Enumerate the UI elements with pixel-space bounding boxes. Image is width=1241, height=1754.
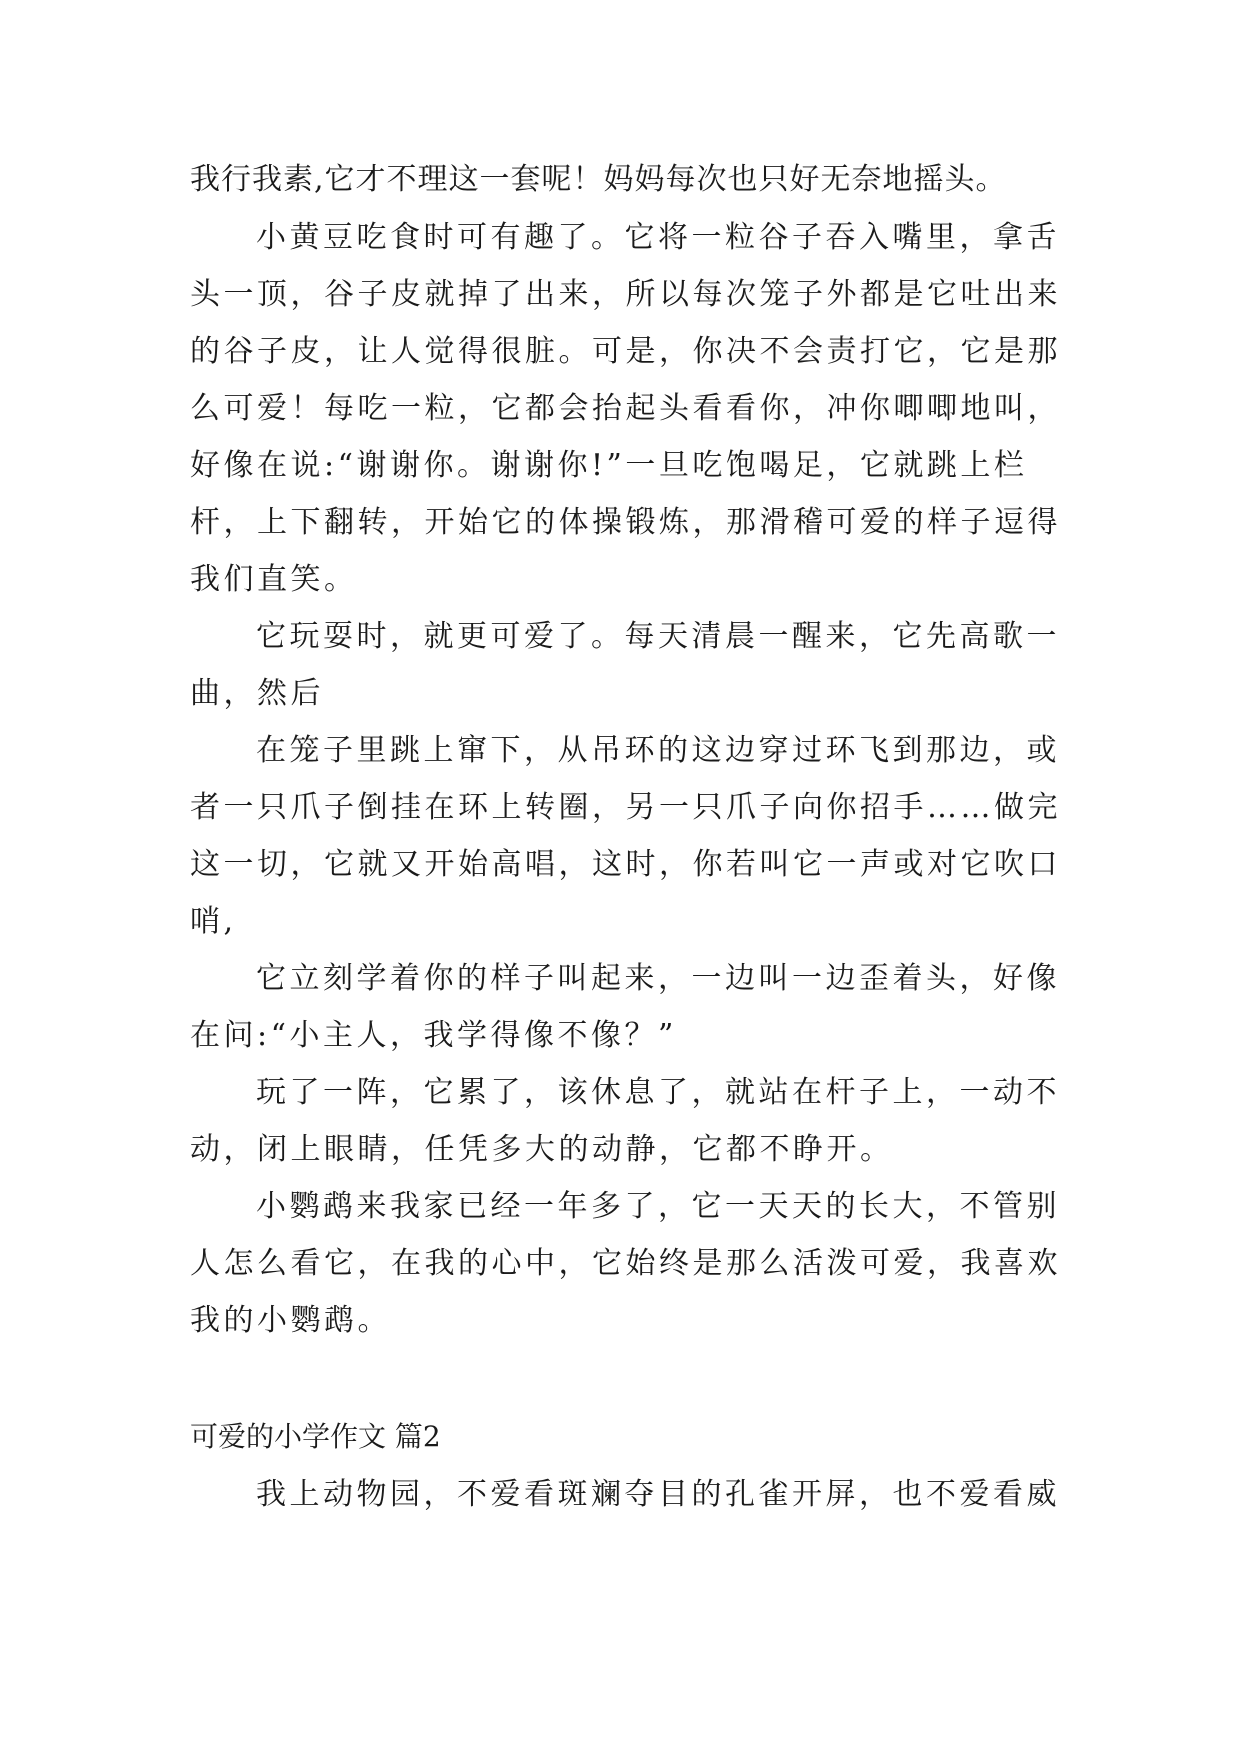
text-line: 好像在说:“谢谢你。谢谢你!”一旦吃饱喝足，它就跳上栏 [190, 448, 1028, 483]
paragraph-first-line: 在笼子里跳上窜下，从吊环的这边穿过环飞到那边，或 [256, 733, 1060, 768]
paragraph-first-line: 它立刻学着你的样子叫起来，一边叫一边歪着头，好像 [256, 961, 1060, 996]
paragraph-first-line: 小黄豆吃食时可有趣了。它将一粒谷子吞入嘴里，拿舌 [256, 220, 1060, 255]
text-line: 我行我素,它才不理这一套呢！妈妈每次也只好无奈地摇头。 [190, 162, 1007, 197]
text-line: 人怎么看它，在我的心中，它始终是那么活泼可爱，我喜欢 [190, 1246, 1061, 1281]
paragraph-first-line: 它玩耍时，就更可爱了。每天清晨一醒来，它先高歌一 [256, 619, 1060, 654]
text-line: 杆，上下翻转，开始它的体操锻炼，那滑稽可爱的样子逗得 [190, 505, 1061, 540]
text-line: 动，闭上眼睛，任凭多大的动静，它都不睁开。 [190, 1132, 894, 1167]
text-line: 的谷子皮，让人觉得很脏。可是，你决不会责打它，它是那 [190, 334, 1061, 369]
section-heading: 可爱的小学作文 篇2 [190, 1420, 441, 1453]
text-line: 么可爱！每吃一粒，它都会抬起头看看你，冲你唧唧地叫， [190, 391, 1061, 426]
text-line: 曲，然后 [190, 676, 324, 711]
text-line: 在问:“小主人，我学得像不像？” [190, 1018, 677, 1053]
text-line: 哨, [190, 904, 237, 939]
text-line: 这一切，它就又开始高唱，这时，你若叫它一声或对它吹口 [190, 847, 1061, 882]
text-line: 头一顶，谷子皮就掉了出来，所以每次笼子外都是它吐出来 [190, 277, 1061, 312]
text-line: 我的小鹦鹉。 [190, 1303, 391, 1338]
paragraph-first-line: 小鹦鹉来我家已经一年多了，它一天天的长大，不管别 [256, 1189, 1060, 1224]
paragraph-first-line: 玩了一阵，它累了，该休息了，就站在杆子上，一动不 [256, 1075, 1060, 1110]
paragraph-first-line: 我上动物园，不爱看斑斓夺目的孔雀开屏，也不爱看威 [256, 1477, 1060, 1512]
text-line: 者一只爪子倒挂在环上转圈，另一只爪子向你招手……做完 [190, 790, 1061, 825]
text-line: 我们直笑。 [190, 562, 358, 597]
